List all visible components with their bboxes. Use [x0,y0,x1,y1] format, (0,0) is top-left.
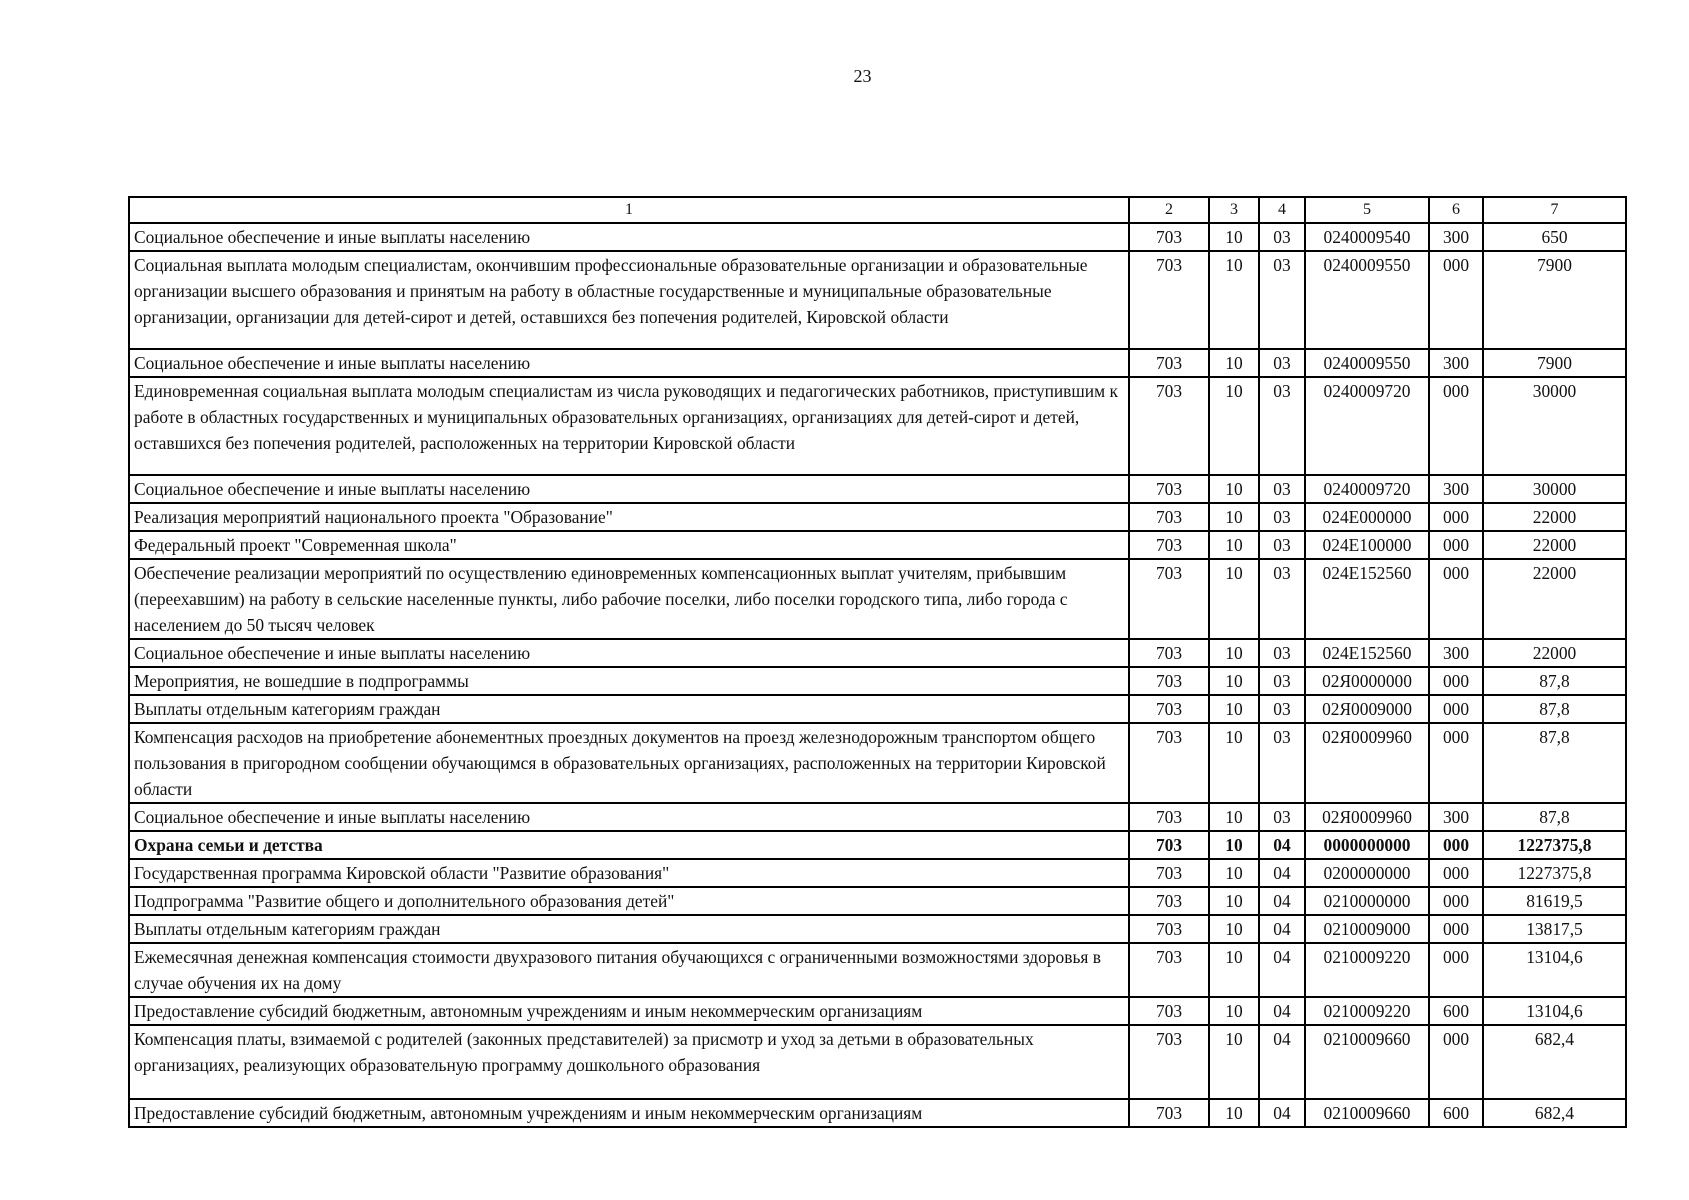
row-cell-7: 682,4 [1483,1099,1626,1127]
row-cell-3: 10 [1209,723,1259,803]
table-row [129,887,1626,915]
row-cell-4: 03 [1259,723,1305,803]
row-cell-7: 7900 [1483,349,1626,377]
row-cell-3: 10 [1209,1025,1259,1099]
budget-table [128,196,1627,1128]
row-cell-3: 10 [1209,377,1259,475]
header-cell-5: 5 [1305,197,1429,223]
row-cell-4: 03 [1259,695,1305,723]
row-cell-3: 10 [1209,915,1259,943]
row-cell-2: 703 [1129,667,1209,695]
row-cell-6: 300 [1429,223,1483,251]
row-cell-6: 000 [1429,723,1483,803]
row-name-cell: Обеспечение реализации мероприятий по осуществлению единовременных компенсационных выплат учителям, прибывшим (переехавшим) на работу в сельские населенные пункты, либо рабочие поселки, либо поселки городского типа, либо города с населением до 50 тысяч человек [129,559,1129,639]
row-cell-6: 300 [1429,803,1483,831]
row-cell-6: 000 [1429,695,1483,723]
row-cell-4: 03 [1259,349,1305,377]
row-cell-7: 13104,6 [1483,943,1626,997]
row-cell-4: 04 [1259,831,1305,859]
table-row [129,915,1626,943]
row-name-cell: Мероприятия, не вошедшие в подпрограммы [129,667,1129,695]
row-cell-2: 703 [1129,695,1209,723]
row-name-cell: Единовременная социальная выплата молодым специалистам из числа руководящих и педагогических работников, приступившим к работе в областных государственных и муниципальных образовательных организациях, организациях для детей-сирот и детей, оставшихся без попечения родителей, расположенных на территории Кировской области [129,377,1129,475]
row-cell-3: 10 [1209,503,1259,531]
row-name-cell: Социальное обеспечение и иные выплаты населению [129,223,1129,251]
row-cell-7: 30000 [1483,377,1626,475]
row-cell-7: 87,8 [1483,667,1626,695]
row-cell-6: 000 [1429,887,1483,915]
row-cell-7: 81619,5 [1483,887,1626,915]
table-row [129,1025,1626,1099]
row-cell-3: 10 [1209,695,1259,723]
row-cell-3: 10 [1209,531,1259,559]
table-row [129,997,1626,1025]
row-cell-7: 22000 [1483,559,1626,639]
row-cell-2: 703 [1129,531,1209,559]
row-cell-2: 703 [1129,1099,1209,1127]
row-cell-6: 000 [1429,503,1483,531]
row-cell-4: 04 [1259,1099,1305,1127]
row-cell-4: 04 [1259,997,1305,1025]
row-cell-3: 10 [1209,859,1259,887]
table-row [129,803,1626,831]
table-row [129,475,1626,503]
table-row [129,251,1626,349]
row-cell-5: 02Я0009960 [1305,803,1429,831]
row-cell-4: 04 [1259,1025,1305,1099]
row-name-cell: Выплаты отдельным категориям граждан [129,915,1129,943]
row-name-cell: Социальное обеспечение и иные выплаты населению [129,803,1129,831]
row-cell-6: 000 [1429,251,1483,349]
row-cell-3: 10 [1209,1099,1259,1127]
row-cell-3: 10 [1209,639,1259,667]
table-row [129,859,1626,887]
row-cell-5: 0240009540 [1305,223,1429,251]
header-cell-3: 3 [1209,197,1259,223]
row-cell-2: 703 [1129,639,1209,667]
row-cell-6: 300 [1429,475,1483,503]
row-cell-5: 0210009220 [1305,997,1429,1025]
row-cell-7: 30000 [1483,475,1626,503]
row-cell-5: 0240009720 [1305,475,1429,503]
row-name-cell: Компенсация платы, взимаемой с родителей (законных представителей) за присмотр и уход за детьми в образовательных организациях, реализующих образовательную программу дошкольного образования [129,1025,1129,1099]
row-cell-6: 000 [1429,831,1483,859]
row-cell-5: 0000000000 [1305,831,1429,859]
row-cell-5: 0240009550 [1305,251,1429,349]
row-cell-3: 10 [1209,223,1259,251]
table-row [129,723,1626,803]
row-cell-2: 703 [1129,831,1209,859]
row-cell-7: 13817,5 [1483,915,1626,943]
row-cell-5: 0210009000 [1305,915,1429,943]
row-cell-5: 024E100000 [1305,531,1429,559]
row-cell-2: 703 [1129,349,1209,377]
table-row [129,1099,1626,1127]
row-cell-7: 22000 [1483,639,1626,667]
row-cell-4: 03 [1259,667,1305,695]
row-name-cell: Социальное обеспечение и иные выплаты населению [129,639,1129,667]
row-name-cell: Ежемесячная денежная компенсация стоимости двухразового питания обучающихся с ограниченными возможностями здоровья в случае обучения их на дому [129,943,1129,997]
row-cell-6: 300 [1429,639,1483,667]
header-cell-1: 1 [129,197,1129,223]
row-cell-2: 703 [1129,997,1209,1025]
row-cell-7: 682,4 [1483,1025,1626,1099]
row-cell-3: 10 [1209,887,1259,915]
row-cell-5: 0210009660 [1305,1025,1429,1099]
table-row [129,559,1626,639]
table-row [129,531,1626,559]
row-cell-2: 703 [1129,943,1209,997]
row-cell-2: 703 [1129,1025,1209,1099]
row-cell-7: 1227375,8 [1483,831,1626,859]
row-cell-5: 0210009660 [1305,1099,1429,1127]
row-cell-6: 000 [1429,943,1483,997]
header-cell-2: 2 [1129,197,1209,223]
row-cell-6: 000 [1429,531,1483,559]
table-row [129,503,1626,531]
row-cell-7: 1227375,8 [1483,859,1626,887]
row-cell-4: 04 [1259,887,1305,915]
row-cell-7: 7900 [1483,251,1626,349]
row-cell-4: 03 [1259,803,1305,831]
row-cell-2: 703 [1129,503,1209,531]
row-cell-2: 703 [1129,915,1209,943]
row-cell-5: 024E152560 [1305,559,1429,639]
row-cell-6: 300 [1429,349,1483,377]
row-cell-4: 04 [1259,915,1305,943]
row-cell-4: 03 [1259,475,1305,503]
row-cell-4: 03 [1259,639,1305,667]
row-cell-7: 22000 [1483,503,1626,531]
row-cell-2: 703 [1129,475,1209,503]
row-name-cell: Федеральный проект "Современная школа" [129,531,1129,559]
table-row [129,223,1626,251]
table-row [129,349,1626,377]
row-cell-4: 03 [1259,223,1305,251]
row-name-cell: Охрана семьи и детства [129,831,1129,859]
row-cell-7: 87,8 [1483,803,1626,831]
row-name-cell: Государственная программа Кировской области "Развитие образования" [129,859,1129,887]
row-cell-2: 703 [1129,859,1209,887]
header-cell-6: 6 [1429,197,1483,223]
row-name-cell: Подпрограмма "Развитие общего и дополнительного образования детей" [129,887,1129,915]
row-cell-3: 10 [1209,997,1259,1025]
row-cell-7: 13104,6 [1483,997,1626,1025]
row-cell-2: 703 [1129,377,1209,475]
row-cell-7: 87,8 [1483,723,1626,803]
table-row [129,377,1626,475]
row-cell-6: 600 [1429,1099,1483,1127]
row-cell-6: 000 [1429,667,1483,695]
row-name-cell: Реализация мероприятий национального проекта "Образование" [129,503,1129,531]
row-cell-3: 10 [1209,803,1259,831]
row-cell-2: 703 [1129,803,1209,831]
row-cell-7: 22000 [1483,531,1626,559]
row-cell-6: 000 [1429,915,1483,943]
header-cell-4: 4 [1259,197,1305,223]
row-name-cell: Социальная выплата молодым специалистам, окончившим профессиональные образовательные организации и образовательные организации высшего образования и принятым на работу в областные государственные и муниципальные образовательные организации, организации для детей-сирот и детей, оставшихся без попечения родителей, Кировской области [129,251,1129,349]
row-cell-4: 03 [1259,559,1305,639]
row-cell-5: 0210009220 [1305,943,1429,997]
row-cell-5: 024E000000 [1305,503,1429,531]
row-cell-3: 10 [1209,349,1259,377]
header-row [129,197,1626,223]
table-row [129,667,1626,695]
row-name-cell: Предоставление субсидий бюджетным, автономным учреждениям и иным некоммерческим организациям [129,1099,1129,1127]
row-cell-2: 703 [1129,723,1209,803]
row-cell-4: 03 [1259,531,1305,559]
row-cell-3: 10 [1209,251,1259,349]
row-cell-2: 703 [1129,223,1209,251]
row-name-cell: Социальное обеспечение и иные выплаты населению [129,349,1129,377]
row-cell-5: 0240009720 [1305,377,1429,475]
row-name-cell: Предоставление субсидий бюджетным, автономным учреждениям и иным некоммерческим организациям [129,997,1129,1025]
row-cell-3: 10 [1209,559,1259,639]
row-name-cell: Социальное обеспечение и иные выплаты населению [129,475,1129,503]
row-cell-6: 000 [1429,1025,1483,1099]
table-row [129,639,1626,667]
row-cell-2: 703 [1129,251,1209,349]
table-row [129,695,1626,723]
row-cell-4: 03 [1259,377,1305,475]
row-cell-5: 0210000000 [1305,887,1429,915]
row-cell-5: 02Я0009960 [1305,723,1429,803]
row-cell-6: 600 [1429,997,1483,1025]
table-row [129,831,1626,859]
row-cell-4: 03 [1259,503,1305,531]
row-cell-5: 02Я0009000 [1305,695,1429,723]
row-cell-5: 024E152560 [1305,639,1429,667]
row-cell-3: 10 [1209,943,1259,997]
row-cell-5: 0200000000 [1305,859,1429,887]
row-cell-3: 10 [1209,667,1259,695]
row-cell-6: 000 [1429,377,1483,475]
row-cell-5: 02Я0000000 [1305,667,1429,695]
page-number: 23 [853,66,872,86]
row-name-cell: Выплаты отдельным категориям граждан [129,695,1129,723]
row-cell-4: 04 [1259,859,1305,887]
row-cell-7: 87,8 [1483,695,1626,723]
row-cell-7: 650 [1483,223,1626,251]
row-cell-2: 703 [1129,559,1209,639]
row-cell-4: 04 [1259,943,1305,997]
row-name-cell: Компенсация расходов на приобретение абонементных проездных документов на проезд железнодорожным транспортом общего пользования в пригородном сообщении обучающимся в образовательных организациях, расположенных на территории Кировской области [129,723,1129,803]
row-cell-6: 000 [1429,559,1483,639]
row-cell-5: 0240009550 [1305,349,1429,377]
header-cell-7: 7 [1483,197,1626,223]
row-cell-4: 03 [1259,251,1305,349]
row-cell-2: 703 [1129,887,1209,915]
row-cell-6: 000 [1429,859,1483,887]
row-cell-3: 10 [1209,831,1259,859]
table-row [129,943,1626,997]
row-cell-3: 10 [1209,475,1259,503]
